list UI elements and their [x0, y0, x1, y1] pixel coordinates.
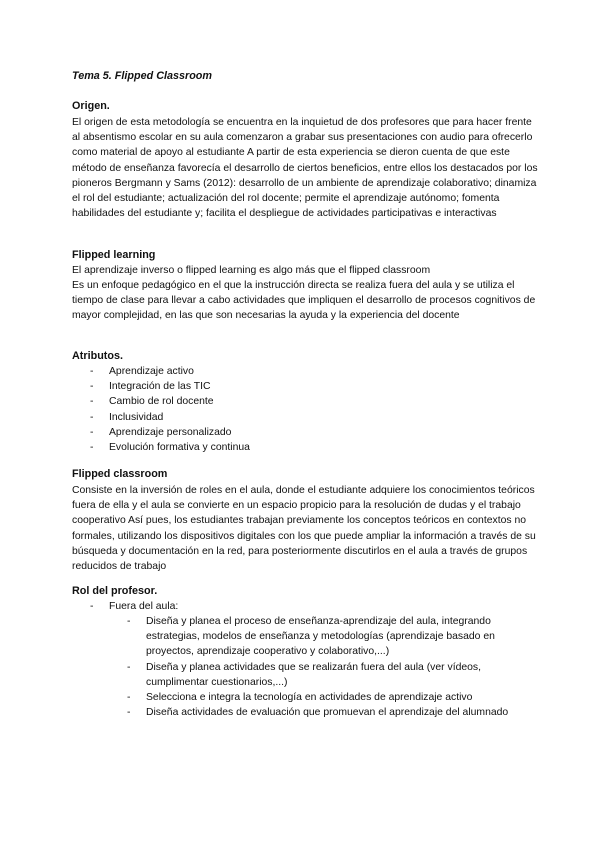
list-item: [127, 705, 526, 720]
list-item: [90, 364, 250, 379]
heading-flipped-classroom: Flipped classroom: [72, 468, 168, 480]
list-item: [90, 599, 179, 614]
dash-bullet: -: [90, 601, 94, 612]
dash-bullet: -: [90, 396, 94, 408]
list-item-text: Aprendizaje activo: [109, 366, 194, 377]
list-item: [90, 379, 250, 394]
list-item-text: Selecciona e integra la tecnología en actividades de aprendizaje activo: [146, 692, 473, 704]
list-item: [127, 614, 526, 660]
rol-profesor-outer-list: [90, 599, 179, 614]
list-item-text: Aprendizaje personalizado: [109, 426, 232, 438]
list-item: [90, 410, 250, 425]
list-item-text: Diseña y planea el proceso de enseñanza-aprendizaje del aula, integrando estrategias, modelos de enseñanza y metodologías (aprendizaje basado en proyectos, aprendizaje cooperativo y colaborativo,...): [146, 616, 495, 658]
dash-bullet: -: [90, 426, 94, 438]
list-item-text: Diseña y planea actividades que se realizarán fuera del aula (ver vídeos, cumplimentar cuestionarios,...): [146, 661, 482, 688]
document-title: Tema 5. Flipped Classroom: [72, 70, 212, 82]
paragraph-flipped-learning: Es un enfoque pedagógico en el que la instrucción directa se realiza fuera del aula y se utiliza el tiempo de clase para llevar a cabo actividades que impliquen el desarrollo de procesos cognitivos de mayor complejidad, en las que son necesarias la ayuda y la experiencia del docente: [72, 280, 536, 322]
list-item: [90, 440, 250, 455]
list-item-text: Cambio de rol docente: [109, 396, 214, 408]
list-item-text: Integración de las TIC: [109, 381, 211, 393]
list-item: [90, 425, 250, 440]
atributos-list: [90, 364, 250, 455]
heading-origen: Origen.: [72, 100, 110, 112]
list-item: [127, 690, 526, 705]
paragraph-flipped-classroom: Consiste en la inversión de roles en el aula, donde el estudiante adquiere los conocimientos teóricos fuera de ella y el aula se convierte en un espacio propicio para la resolución de dudas y el trabajo cooperativo Así pues, los estudiantes trabajan previamente los conceptos teóricos en contextos no formales, utilizando los dispositivos digitales con los que puede ampliar la información a través de su búsqueda y documentación en la red, para posteriormente discutirlos en el aula a través de grupos reducidos de trabajo: [72, 485, 536, 573]
heading-rol-profesor: Rol del profesor.: [72, 585, 158, 597]
dash-bullet: -: [90, 381, 94, 393]
list-item: [127, 660, 526, 690]
dash-bullet: -: [90, 411, 94, 423]
heading-flipped-learning: Flipped learning: [72, 249, 156, 261]
dash-bullet: -: [127, 692, 131, 704]
dash-bullet: -: [127, 707, 131, 719]
list-item-text: Fuera del aula:: [109, 601, 179, 612]
list-item-text: Inclusividad: [109, 411, 164, 423]
dash-bullet: -: [90, 366, 94, 377]
heading-atributos: Atributos.: [72, 350, 123, 362]
list-item: [90, 394, 250, 409]
list-item-text: Evolución formativa y continua: [109, 442, 250, 454]
paragraph-flipped-learning-intro: El aprendizaje inverso o flipped learning es algo más que el flipped classroom: [72, 265, 431, 276]
rol-profesor-sublist: [127, 614, 526, 720]
dash-bullet: -: [127, 616, 131, 627]
list-item-text: Diseña actividades de evaluación que promuevan el aprendizaje del alumnado: [146, 707, 509, 719]
dash-bullet: -: [90, 442, 94, 454]
dash-bullet: -: [127, 661, 131, 673]
paragraph-origen: El origen de esta metodología se encuentra en la inquietud de dos profesores que para hacer frente al absentismo escolar en su aula comenzaron a grabar sus presentaciones con audio para ofrecerlo como material de apoyo al estudiante A partir de esta experiencia se dieron cuenta de que este método de enseñanza favorecía el desarrollo de ciertos beneficios, entre ellos los destacados por los pioneros Bergmann y Sams (2012): desarrollo de un ambiente de aprendizaje colaborativo; dinamiza el rol del estudiante; actualización del rol docente; permite el aprendizaje autónomo; fomenta habilidades del estudiante y; facilita el despliegue de actividades participativas e interactivas: [72, 117, 538, 220]
